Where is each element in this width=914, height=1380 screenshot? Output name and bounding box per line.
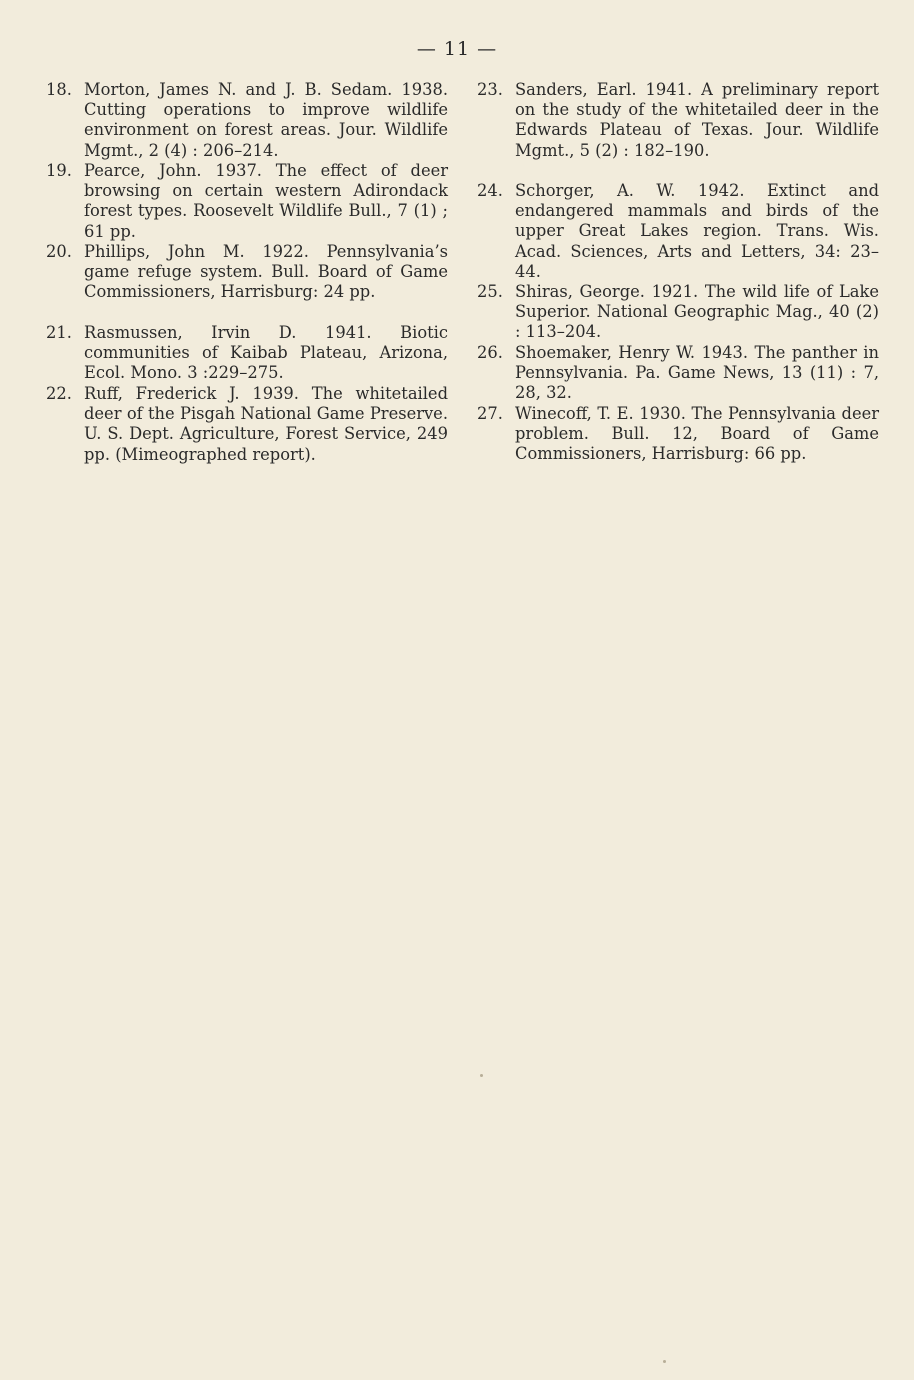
reference-text: Shoemaker, Henry W. 1943. The panther in Pennsylvania. Pa. Game News, 13 (11) : 7, 28, 32. [515,343,879,403]
reference-item [477,80,879,181]
reference-text: Winecoff, T. E. 1930. The Pennsylvania deer problem. Bull. 12, Board of Game Commissioners, Harrisburg: 66 pp. [515,404,879,464]
reference-item [46,242,448,323]
reference-text: Schorger, A. W. 1942. Extinct and endangered mammals and birds of the upper Great Lakes region. Trans. Wis. Acad. Sciences, Arts and Letters, 34: 23–44. [515,181,879,281]
reference-text: Rasmussen, Irvin D. 1941. Biotic communities of Kaibab Plateau, Arizona, Ecol. Mono. 3 :229–275. [84,323,448,383]
references-left-column [46,80,448,465]
reference-number: 27. [477,404,503,423]
references-right-column [477,80,879,465]
reference-item [46,161,448,242]
reference-text: Phillips, John M. 1922. Pennsylvania’s game refuge system. Bull. Board of Game Commissioners, Harrisburg: 24 pp. [84,242,448,302]
reference-number: 22. [46,384,72,403]
reference-number: 26. [477,343,503,362]
reference-number: 23. [477,80,503,99]
reference-text: Sanders, Earl. 1941. A preliminary report on the study of the whitetailed deer in the Edwards Plateau of Texas. Jour. Wildlife Mgmt., 5 (2) : 182–190. [515,80,879,160]
reference-item [477,282,879,343]
reference-item [46,80,448,161]
reference-item [477,404,879,465]
reference-number: 20. [46,242,72,261]
paper-speck [480,1074,483,1077]
reference-item [477,181,879,282]
reference-text: Ruff, Frederick J. 1939. The whitetailed deer of the Pisgah National Game Preserve. U. S. Dept. Agriculture, Forest Service, 249 pp. (Mimeographed report). [84,384,448,464]
reference-number: 25. [477,282,503,301]
reference-text: Pearce, John. 1937. The effect of deer browsing on certain western Adirondack forest types. Roosevelt Wildlife Bull., 7 (1) ; 61 pp. [84,161,448,241]
reference-number: 21. [46,323,72,342]
reference-text: Morton, James N. and J. B. Sedam. 1938. Cutting operations to improve wildlife environment on forest areas. Jour. Wildlife Mgmt., 2 (4) : 206–214. [84,80,448,160]
reference-item [46,384,448,465]
reference-number: 19. [46,161,72,180]
reference-text: Shiras, George. 1921. The wild life of Lake Superior. National Geographic Mag., 40 (2) : 113–204. [515,282,879,342]
reference-item [46,323,448,384]
paper-speck [663,1360,666,1363]
page-number: — 11 — [416,38,498,60]
reference-number: 24. [477,181,503,200]
reference-item [477,343,879,404]
reference-number: 18. [46,80,72,99]
